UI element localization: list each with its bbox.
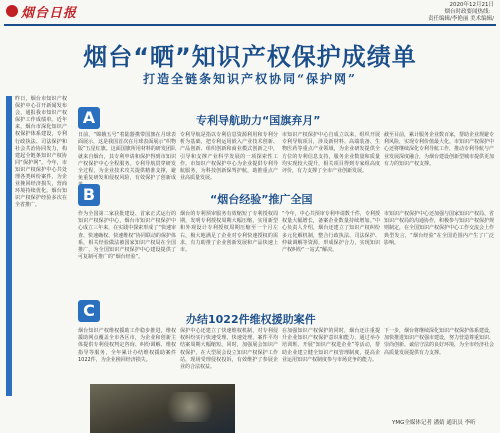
byline-credit: YMG全媒体记者 潘婧 通讯员 李昕	[392, 420, 476, 426]
section-a-col-1: 日前，“嫦娥五号”着陆器携带国旗在月球表面展示，这是我国首次在月球表面展示“织物版”五星红旗。这面国旗所用材料的研发团队就来自烟台，其专利申请和保护得到市知识产权保护中心全程服务。专利导航贯穿研发全过程，为企业技术攻关提供精准支撑，避免重复研发和侵权风险，有效保护了创新成	[78, 132, 176, 182]
section-b-col-4: 市知识产权保护中心还加强与国家知识产权局、省知识产权局的沟通协作，积极参与知识产权保护规则制定，在全国知识产权保护中心工作交流会上作典型发言，“烟台经验”在全国范围内产生了广泛影响。	[384, 211, 495, 246]
section-c-title: 办结1022件维权援助案件	[186, 313, 316, 326]
logo-text: 烟台日报	[21, 5, 78, 21]
section-a-col-4: 截至目前，累计服务企业数百家，帮助企业规避专利风险，实现专利价值最大化。市知识产权保护中心还将继续深化专利导航工作，推动专利导航与产业发展深度融合，为烟台建设创新型城市提供更加有力的知识产权支撑。	[384, 132, 495, 167]
section-c-letter: C	[78, 300, 100, 322]
section-b-title: “烟台经验”推广全国	[210, 193, 313, 206]
section-c-col-3: 在加强知识产权保护的同时，烟台还注重提升企业知识产权保护意识和能力，通过举办培训班、开展“知识产权进企业”等活动，帮助企业建立健全知识产权管理制度，提高企业运用知识产权制度参与市场竞争的能力。	[282, 328, 380, 363]
dept-line: 烟台时政要闻热线：	[444, 9, 494, 15]
section-a-title: 专利导航助力“国旗弃月”	[196, 114, 321, 127]
section-c-col-1: 烟台知识产权维权援助工作稳步推进，维权援助网点覆盖全市各区市，为企业和创新主体提供专利侵权判定咨询、纠纷调解、维权指导等服务，全年累计办结维权援助案件1022件，为企业挽回经济损失。	[78, 328, 176, 363]
date-line: 2020年12月21日	[449, 2, 494, 8]
section-a-col-2: 专利导航是指以专利信息资源利用和专利分析为基础，把专利运用嵌入产业技术创新、产品创新、组织创新和商业模式创新之中，引导和支撑产业科学发展的一项探索性工作。市知识产权保护中心为企业提供专利导航服务，为科技创新保驾护航，助推重点产业高质量发展。	[180, 132, 278, 182]
masthead-logo	[6, 3, 77, 19]
sidebar-summary	[6, 96, 68, 396]
headline: 烟台“晒”知识产权保护成绩单	[83, 43, 417, 71]
section-b-col-1: 作为全国第二家获批建设、首家正式运行的知识产权保护中心，烟台市知识产权保护中心成立三年来，在实践中探索形成了“快速审查、快速确权、快速维权”协同联动的保护体系，相关经验做法被国家知识产权局在全国推广，为全国知识产权保护中心建设提供了可复制可推广的“烟台经验”。	[78, 211, 176, 261]
section-c-col-4: 下一步，烟台将继续深化知识产权保护体系建设，加快推进知识产权强市建设，努力营造尊重知识、崇尚创新、诚信守法的良好环境，为全市经济社会高质量发展提供有力支撑。	[384, 328, 495, 356]
masthead-rule	[4, 24, 496, 26]
section-b-col-2: 烟台的专利预审服务有效缩短了专利授权周期，发明专利授权周期大幅压缩，实用新型和外观设计专利授权周期压缩至一个月左右，极大地满足了企业对专利快速授权的需求，有力助推了企业创新发展和产品快速上市。	[180, 211, 278, 254]
sidebar-text: 昨日，烟台市知识产权保护中心召开新闻发布会，通报我市知识产权保护工作成绩单。近年来，烟台市深化知识产权保护体系建设，专利行政执法、司法保护和社会共治协同发力，构建起全链条知识产权协同“保护网”。今年，市知识产权保护中心共处理各类纠纷案件，为企业挽回经济损失，营商环境持续优化。烟台知识产权保护经验多次在全省推广。	[15, 96, 67, 209]
section-a-col-3: 市知识产权保护中心自成立以来，组织开展专利导航项目，涉及新材料、高端装备、生物医药等重点产业领域，为企业研发提供全方位的专利信息支持，服务企业数量和质量均实现较大提升，相关项目得到专家组高度评价，有力支撑了全市产业创新发展。	[282, 132, 380, 175]
logo-emblem-icon	[6, 5, 18, 17]
editor-line: 责任编辑/李艳丽 美术编辑/	[428, 16, 494, 22]
section-b-col-3: “今年，中心共预审专利申请数千件，专利授权量大幅增长，备案企业数量持续增加。”中心负责人介绍，烟台还建立了知识产权纠纷多元化解机制，整合行政执法、司法保护、仲裁调解等资源，形成保护合力，实现知识产权纠纷“一站式”解决。	[282, 211, 380, 254]
subheadline: 打造全链条知识产权协同“保护网”	[143, 72, 357, 86]
section-c-col-2: 保护中心还建立了快速维权机制，对专利侵权纠纷实行快速受理、快速处理，案件平均结案周期大幅缩短。同时，加强展会知识产权保护，在大型展会设立知识产权保护工作站，现场受理侵权投诉，有效维护了参展企业的合法权益。	[180, 328, 278, 371]
sidebar-accent-bar	[6, 96, 12, 396]
masthead-meta	[428, 2, 494, 23]
news-photo	[90, 384, 235, 433]
section-b-letter: B	[78, 184, 100, 206]
section-a-letter: A	[78, 107, 100, 129]
